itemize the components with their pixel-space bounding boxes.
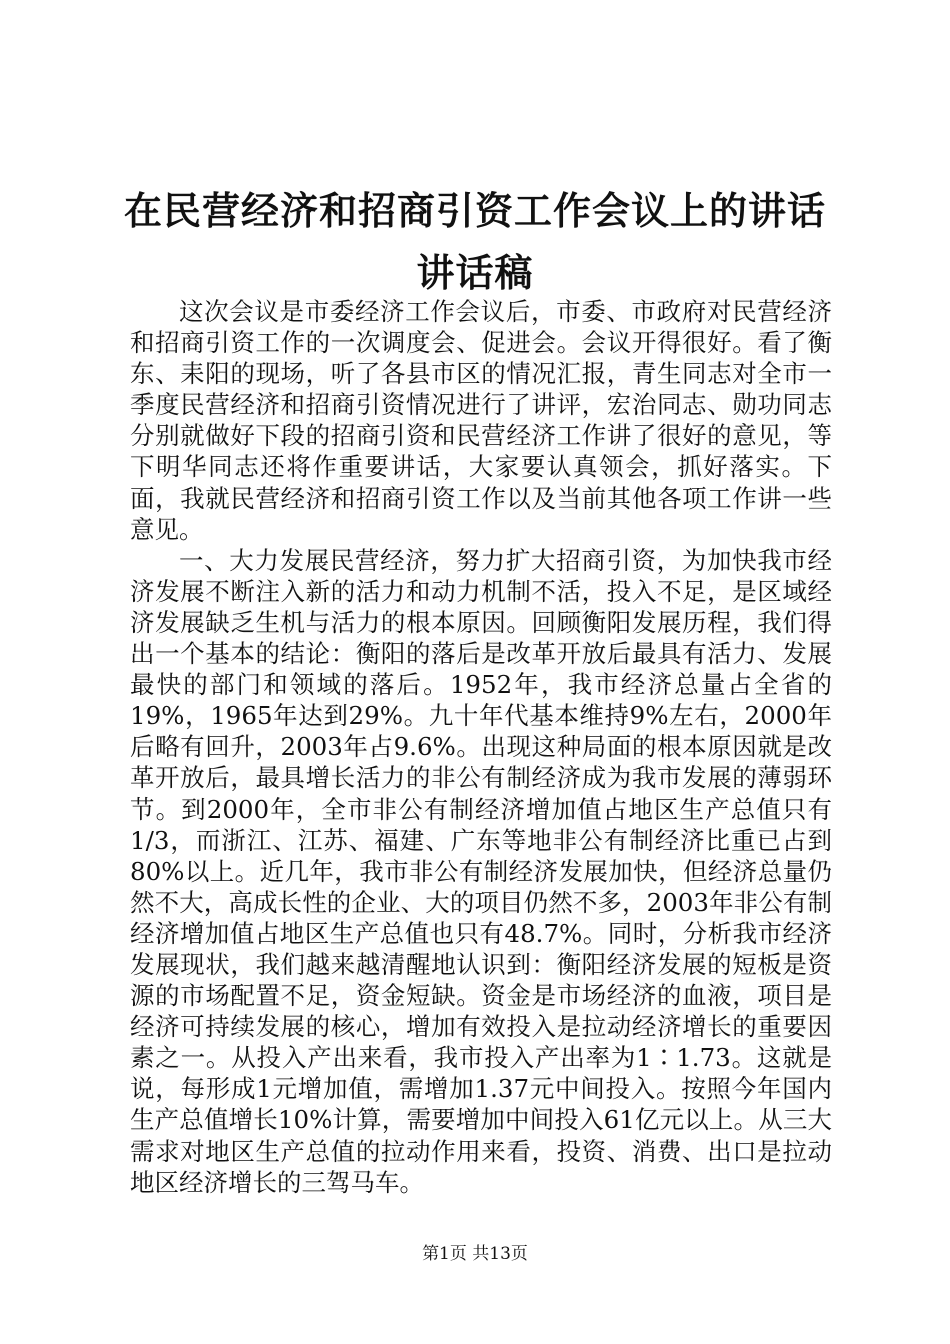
document-body	[130, 296, 832, 1198]
page-number-footer: 第1页 共13页	[422, 1244, 528, 1264]
paragraph-section-one: 一、大力发展民营经济，努力扩大招商引资，为加快我市经济发展不断注入新的活力和动力机制不活，投入不足，是区域经济发展缺乏生机与活力的根本原因。回顾衡阳发展历程，我们得出一个基本的结论：衡阳的落后是改革开放后最具有活力、发展最快的部门和领域的落后。1952年，我市经济总量占全省的19%，1965年达到29%。九十年代基本维持9%左右，2000年后略有回升，2003年占9.6%。出现这种局面的根本原因就是改革开放后，最具增长活力的非公有制经济成为我市发展的薄弱环节。到2000年，全市非公有制经济增加值占地区生产总值只有1/3，而浙江、江苏、福建、广东等地非公有制经济比重已占到80%以上。近几年，我市非公有制经济发展加快，但经济总量仍然不大，高成长性的企业、大的项目仍然不多，2003年非公有制经济增加值占地区生产总值也只有48.7%。同时，分析我市经济发展现状，我们越来越清醒地认识到：衡阳经济发展的短板是资源的市场配置不足，资金短缺。资金是市场经济的血液，项目是经济可持续发展的核心，增加有效投入是拉动经济增长的重要因素之一。从投入产出来看，我市投入产出率为1∶1.73。这就是说，每形成1元增加值，需增加1.37元中间投入。按照今年国内生产总值增长10%计算，需要增加中间投入61亿元以上。从三大需求对地区生产总值的拉动作用来看，投资、消费、出口是拉动地区经济增长的三驾马车。	[130, 545, 832, 1197]
paragraph-intro: 这次会议是市委经济工作会议后，市委、市政府对民营经济和招商引资工作的一次调度会、促进会。会议开得很好。看了衡东、耒阳的现场，听了各县市区的情况汇报，青生同志对全市一季度民营经济和招商引资情况进行了讲评，宏治同志、勋功同志分别就做好下段的招商引资和民营经济工作讲了很好的意见，等下明华同志还将作重要讲话，大家要认真领会，抓好落实。下面，我就民营经济和招商引资工作以及当前其他各项工作讲一些意见。	[130, 297, 832, 544]
document-title: 在民营经济和招商引资工作会议上的讲话讲话稿	[123, 188, 826, 295]
